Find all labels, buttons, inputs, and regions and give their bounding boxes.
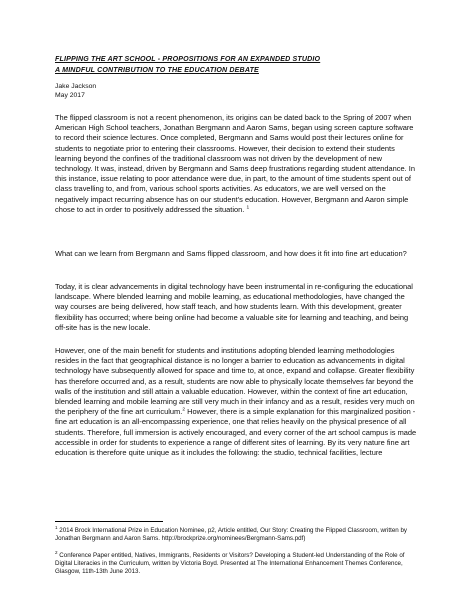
document-title bbox=[55, 54, 435, 75]
footnote-1-number: 1 bbox=[55, 524, 58, 530]
footnote-1-text: 2014 Brock International Prize in Education Nominee, p2, Article entitled, Our Story: Creating the Flipped Classroom, written by Jonathan Bergmann and Aaron Sams. http://brockprize.org/nominees/Bergmann-Sams.pdf) bbox=[55, 527, 407, 543]
paragraph-1-text: The flipped classroom is not a recent phenomenon, its origins can be dated back to the Spring of 2007 when American High School teachers, Jonathan Bergmann and Aaron Sams, began using screen capture software to record their science lectures. Once completed, Bergmann and Sams would post their lectures online for students to negotiate prior to entering their classrooms. However, their decision to extend their students learning beyond the confines of the traditional classroom was not driven by the development of new technology. It was, instead, driven by Bergmann and Sams deep frustrations regarding student attendance. In this instance, issue relating to poor attendance were due, in part, to the amount of time students spent out of class travelling to, and from, various school sports activities. As educators, we are well versed on the negatively impact recurring absence has on our student's education. However, Bergmann and Aaron simple chose to act in order to positively addressed the situation. bbox=[55, 113, 415, 214]
paragraph-3 bbox=[55, 282, 420, 333]
paragraph-4 bbox=[55, 346, 420, 458]
paragraph-2-text: What can we learn from Bergmann and Sams flipped classroom, and how does it fit into fine art education? bbox=[55, 249, 407, 258]
paragraph-4-text-b: However, there is a simple explanation for this marginalized position - fine art education is an all-encompassing experience, one that relies heavily on the physical presence of all students. Therefore, full immersion is actively encouraged, and every corner of the art school campus is made accessible in order for students to experience a range of different sites of learning. By its very nature fine art education is therefore quite unique as it includes the following: the studio, technical facilities, lecture bbox=[55, 407, 417, 458]
footnote-ref-2[interactable]: 2 bbox=[182, 407, 185, 413]
paragraph-3-text: Today, it is clear advancements in digital technology have been instrumental in re-configuring the educational landscape. Where blended learning and mobile learning, as educational methodologies, have changed the way courses are being delivered, how staff teach, and how students learn. With this development, greater flexibility has occurred; where being online had become a valuable site for learning and teaching, and being off-site has is the new locale. bbox=[55, 282, 413, 332]
footnote-divider bbox=[55, 521, 163, 522]
paragraph-1 bbox=[55, 113, 420, 215]
footnote-2-number: 2 bbox=[55, 549, 58, 555]
footnote-2-text: Conference Paper entitled, Natives, Immigrants, Residents or Visitors? Developing a Student-led Understanding of the Role of Digital Literacies in the Curriculum, written by Victoria Boyd. Presented at The International Enhancement Themes Conference, Glasgow, 11th-13th June 2013. bbox=[55, 552, 405, 576]
footnote-1 bbox=[55, 524, 420, 543]
title-line-1: FLIPPING THE ART SCHOOL - PROPOSITIONS FOR AN EXPANDED STUDIO bbox=[55, 55, 321, 63]
paragraph-4-text-a: However, one of the main benefit for students and institutions adopting blended learning methodologies resides in the fact that geographical distance is no longer a barrier to education as advancements in digital technology have subsequently allowed for space and time to, at once, expand and collapse. Greater flexibility has therefore occurred and, as a result, students are now able to physically locate themselves far beyond the walls of the institution and still attain a valuable education. However, within the context of fine art education, blended learning and mobile learning are still very much in their infancy and as a result, resides very much on the periphery of the fine art curriculum. bbox=[55, 346, 415, 417]
author-name: Jake Jackson bbox=[55, 83, 97, 90]
footnote-ref-1[interactable]: 1 bbox=[246, 205, 250, 211]
paragraph-2 bbox=[55, 249, 420, 259]
publication-date: May 2017 bbox=[55, 92, 85, 99]
title-line-2: A MINDFUL CONTRIBUTION TO THE EDUCATION DEBATE bbox=[55, 65, 259, 74]
footnote-2 bbox=[55, 549, 420, 577]
